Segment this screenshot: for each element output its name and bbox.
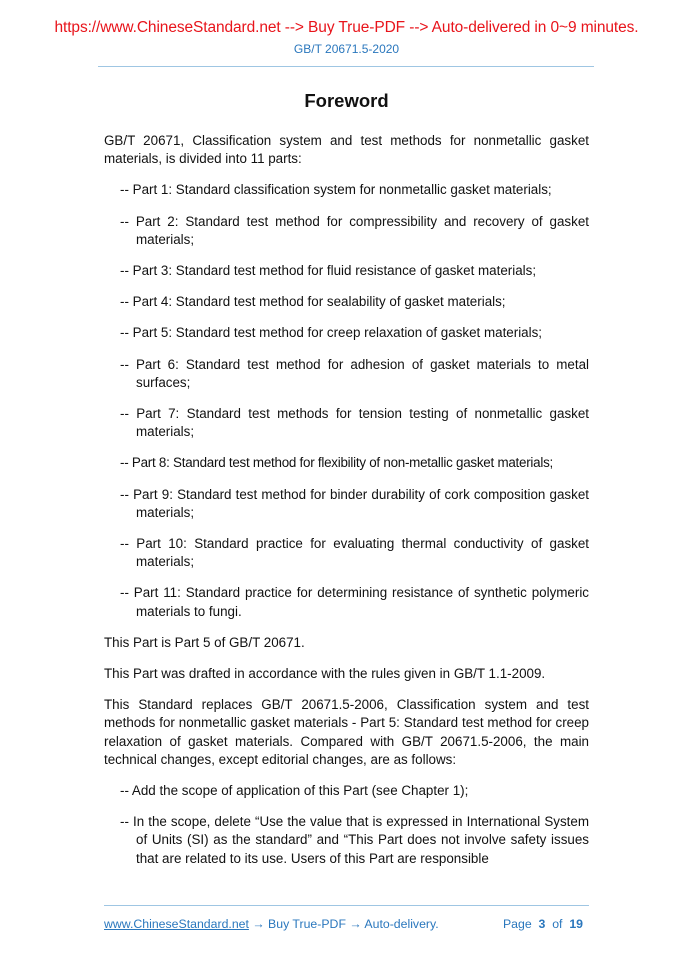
list-item: -- Part 10: Standard practice for evaluating thermal conductivity of gasket materials; xyxy=(120,536,589,570)
list-item: -- Add the scope of application of this Part (see Chapter 1); xyxy=(120,783,469,799)
page-label: Page xyxy=(502,917,532,931)
page-indicator xyxy=(503,917,583,931)
website-link[interactable]: www.ChineseStandard.net xyxy=(104,917,249,931)
list-item: -- Part 5: Standard test method for creep relaxation of gasket materials; xyxy=(120,325,543,341)
parts-list xyxy=(104,181,589,620)
list-item: -- Part 7: Standard test methods for tension testing of nonmetallic gasket materials; xyxy=(120,406,589,440)
page-title: Foreword xyxy=(304,90,389,111)
drafting-statement: This Part was drafted in accordance with the rules given in GB/T 1.1-2009. xyxy=(104,666,546,682)
footer-tagline: → Buy True-PDF → Auto-delivery. xyxy=(248,917,439,931)
list-item: -- Part 2: Standard test method for compressibility and recovery of gasket materials; xyxy=(120,213,589,247)
page-current: 3 xyxy=(538,917,546,931)
promo-banner[interactable]: https://www.ChineseStandard.net --> Buy True-PDF --> Auto-delivered in 0~9 minutes. xyxy=(54,19,639,36)
page-of: of xyxy=(552,917,563,931)
intro-paragraph: GB/T 20671, Classification system and test methods for nonmetallic gasket materials, is divided into 11 parts: xyxy=(104,133,589,167)
standard-code: GB/T 20671.5-2020 xyxy=(293,42,400,56)
list-item: -- Part 9: Standard test method for binder durability of cork composition gasket materials; xyxy=(120,486,589,520)
page-total: 19 xyxy=(569,917,583,931)
part-statement: This Part is Part 5 of GB/T 20671. xyxy=(104,634,305,650)
changes-list xyxy=(104,782,589,868)
footer-divider xyxy=(104,905,589,906)
list-item: -- In the scope, delete “Use the value that is expressed in International System of Units (SI) as the standard” and “This Part does not involve safety issues that are related to its use. Users of this Part are responsible xyxy=(120,814,589,866)
page-footer xyxy=(104,917,589,931)
document-body xyxy=(104,132,589,881)
header-divider xyxy=(98,66,594,67)
list-item: -- Part 6: Standard test method for adhesion of gasket materials to metal surfaces; xyxy=(120,356,589,390)
list-item: -- Part 4: Standard test method for sealability of gasket materials; xyxy=(120,294,506,310)
replacement-statement: This Standard replaces GB/T 20671.5-2006, Classification system and test methods for nonmetallic gasket materials - Part 5: Standard test method for creep relaxation of gasket materials. Compared with GB/T 20671.5-2006, the main technical changes, except editorial changes, are as follows: xyxy=(104,697,589,767)
list-item: -- Part 8: Standard test method for flexibility of non-metallic gasket materials; xyxy=(120,455,553,471)
list-item: -- Part 3: Standard test method for fluid resistance of gasket materials; xyxy=(120,263,537,279)
list-item: -- Part 11: Standard practice for determining resistance of synthetic polymeric materials to fungi. xyxy=(120,585,589,619)
list-item: -- Part 1: Standard classification system for nonmetallic gasket materials; xyxy=(120,182,552,198)
